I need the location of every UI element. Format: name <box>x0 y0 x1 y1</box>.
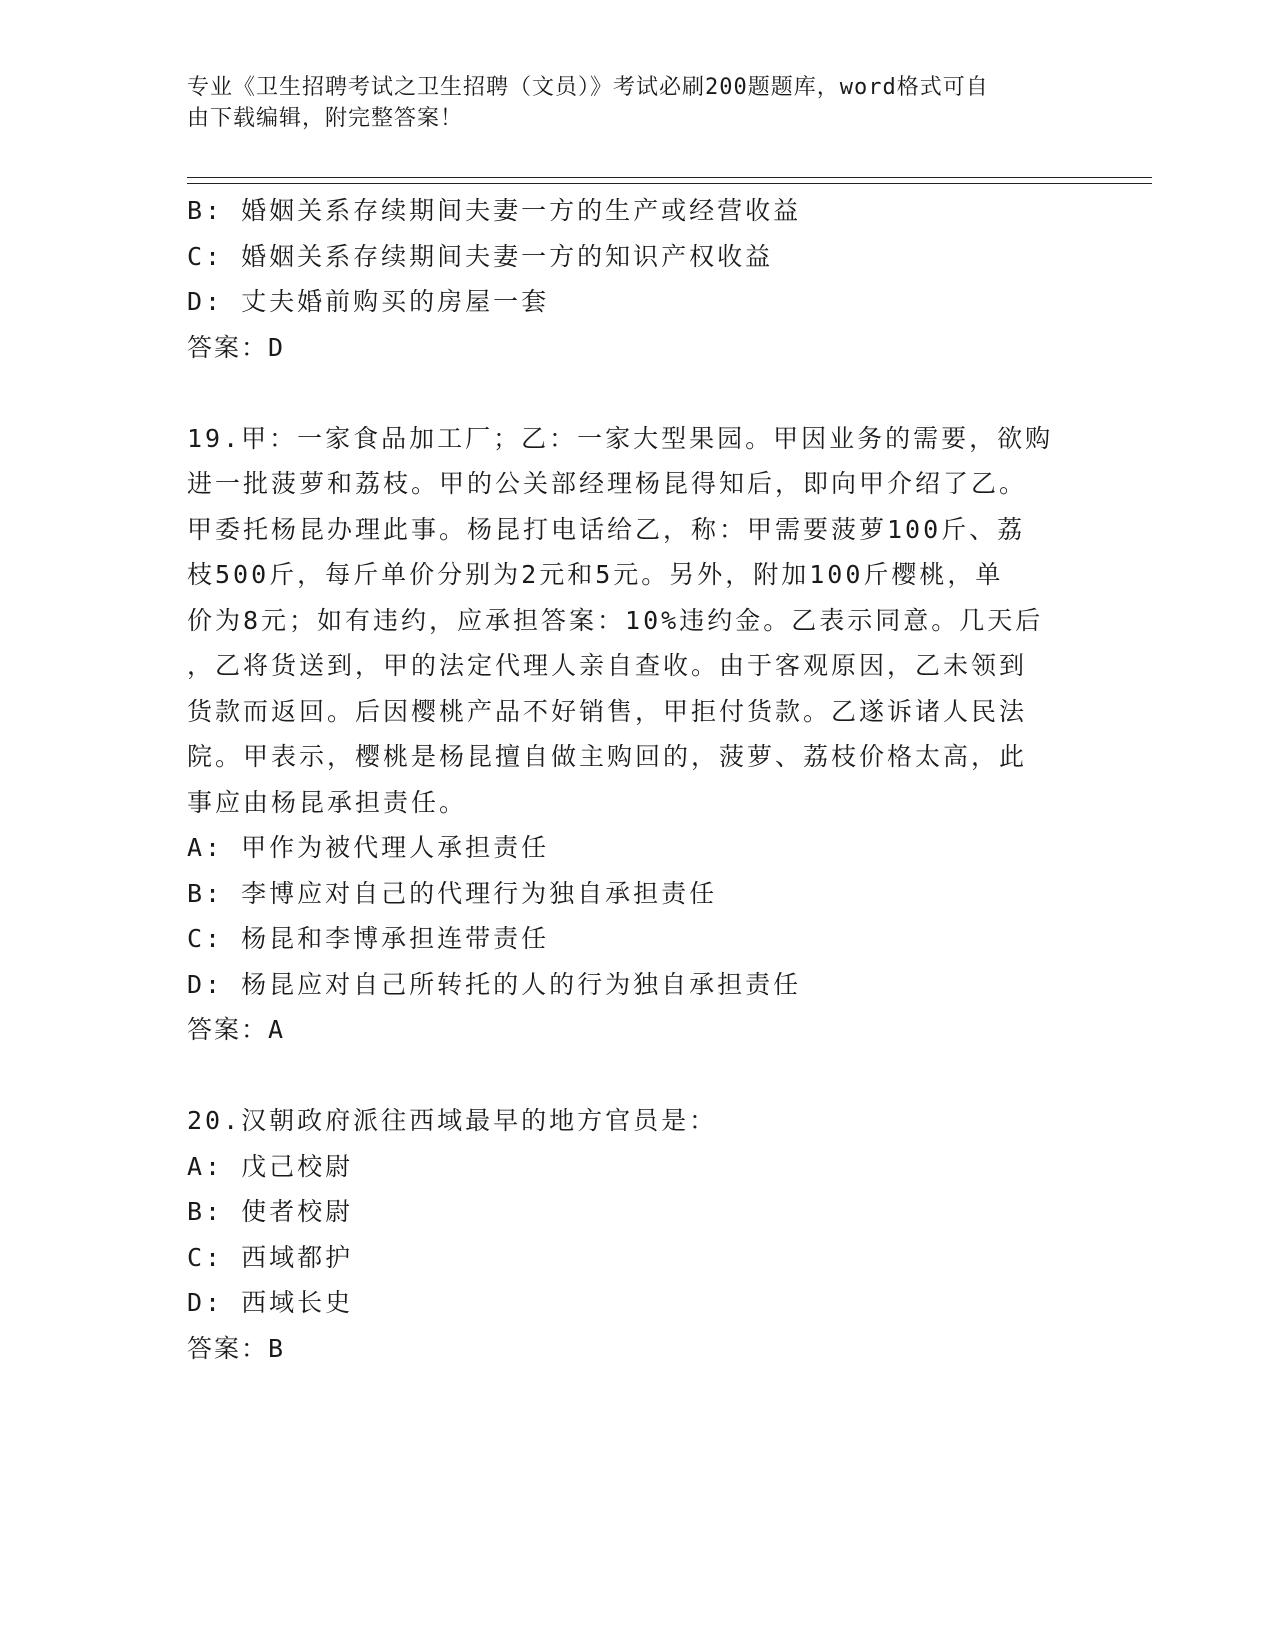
q19-stem-line: 事应由杨昆承担责任。 <box>187 787 468 817</box>
question-spacer <box>187 1053 1067 1099</box>
q18-answer: 答案：D <box>187 332 286 362</box>
q20-option-a: A: 戊己校尉 <box>187 1151 354 1181</box>
q19-stem-line: 院。甲表示，樱桃是杨昆擅自做主购回的，菠萝、荔枝价格太高，此 <box>187 742 1028 771</box>
q19-stem-line: ，乙将货送到，甲的法定代理人亲自查收。由于客观原因，乙未领到 <box>187 651 1028 680</box>
question-18-remainder <box>187 188 1067 370</box>
q19-stem-line: 进一批菠萝和荔枝。甲的公关部经理杨昆得知后，即向甲介绍了乙。 <box>187 469 1028 498</box>
q19-answer: 答案：A <box>187 1015 286 1044</box>
document-body <box>187 188 1067 1371</box>
q19-stem-line: 19.甲：一家食品加工厂；乙：一家大型果园。甲因业务的需要，欲购 <box>187 423 1054 453</box>
q19-stem-line: 甲委托杨昆办理此事。杨昆打电话给乙，称：甲需要菠萝100斤、荔 <box>187 514 1026 544</box>
q20-stem: 20.汉朝政府派往西域最早的地方官员是： <box>187 1106 718 1135</box>
q19-option-c: C: 杨昆和李博承担连带责任 <box>187 924 550 953</box>
q18-option-b: B: 婚姻关系存续期间夫妻一方的生产或经营收益 <box>187 196 802 225</box>
question-spacer <box>187 370 1067 416</box>
header-text-line-2: 由下载编辑，附完整答案！ <box>187 106 464 131</box>
q19-option-d: D: 杨昆应对自己所转托的人的行为独自承担责任 <box>187 969 802 999</box>
header-divider <box>187 177 1152 184</box>
q20-answer: 答案：B <box>187 1333 286 1363</box>
q19-stem-line: 价为8元；如有违约，应承担答案：10%违约金。乙表示同意。几天后 <box>187 605 1044 635</box>
header-text-line-1: 专业《卫生招聘考试之卫生招聘（文员）》考试必刷200题题库，word格式可自 <box>187 75 989 100</box>
question-20 <box>187 1098 1067 1371</box>
document-header <box>187 72 1067 134</box>
q19-stem-line: 枝500斤，每斤单价分别为2元和5元。另外，附加100斤樱桃，单 <box>187 560 1004 589</box>
q20-option-d: D: 西域长史 <box>187 1288 354 1317</box>
q20-option-c: C: 西域都护 <box>187 1242 354 1272</box>
q19-option-a: A: 甲作为被代理人承担责任 <box>187 833 550 862</box>
q19-stem-line: 货款而返回。后因樱桃产品不好销售，甲拒付货款。乙遂诉诸人民法 <box>187 696 1028 726</box>
question-19 <box>187 416 1067 1053</box>
q19-option-b: B: 李博应对自己的代理行为独自承担责任 <box>187 878 718 908</box>
q18-option-c: C: 婚姻关系存续期间夫妻一方的知识产权收益 <box>187 241 774 271</box>
q18-option-d: D: 丈夫婚前购买的房屋一套 <box>187 287 550 316</box>
q20-option-b: B: 使者校尉 <box>187 1197 354 1226</box>
